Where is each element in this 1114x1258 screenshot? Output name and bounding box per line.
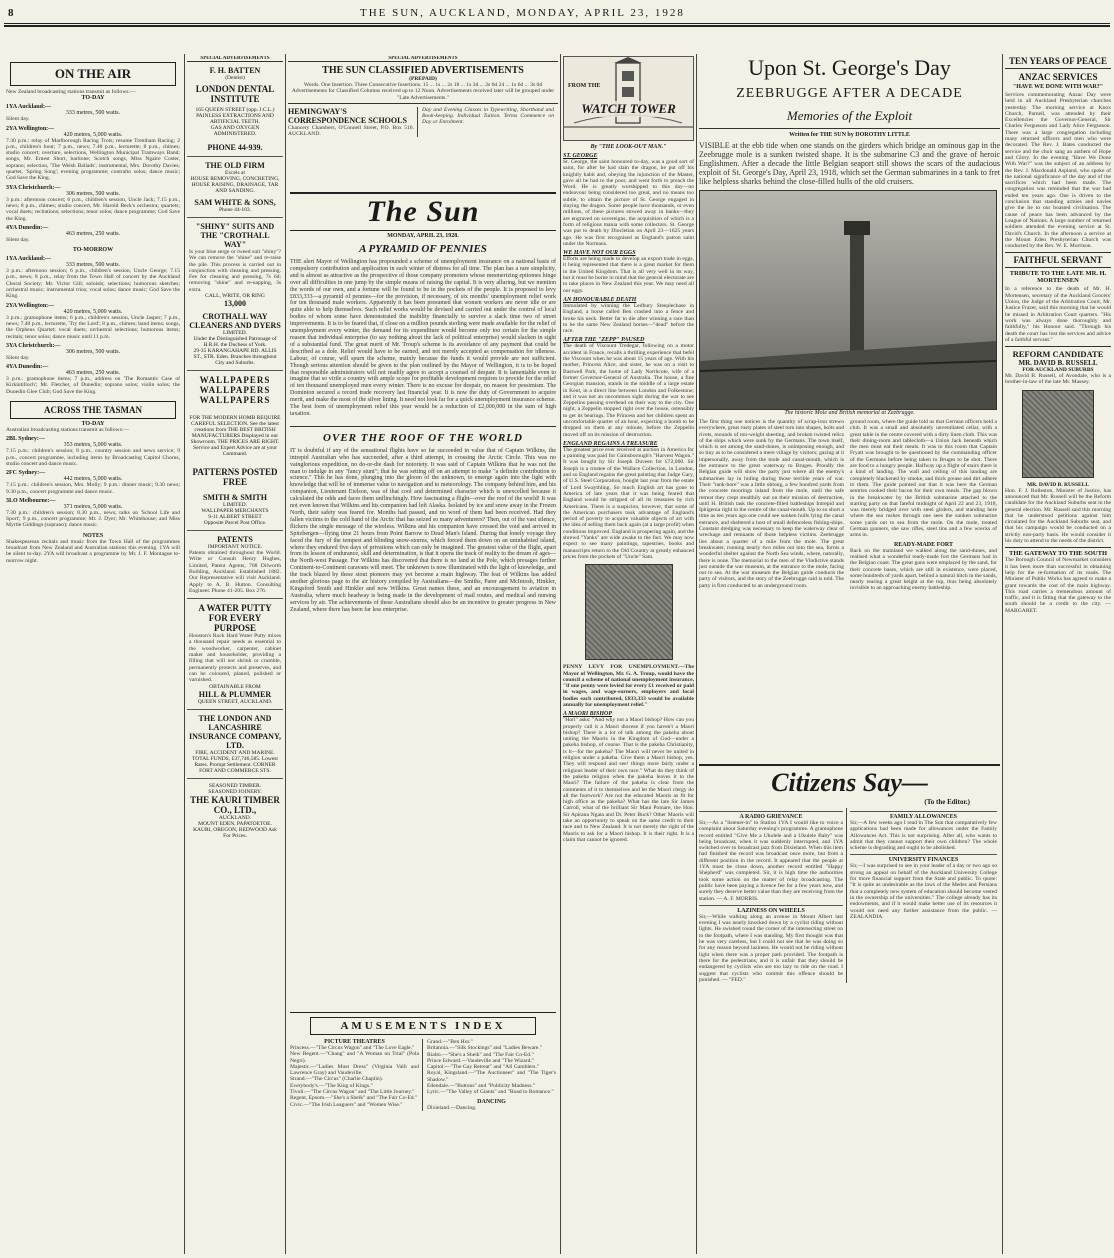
station-body: 7.30 p.m.: children's session; 8.30 p.m., news; talks on 'School Life and Sport'; 9 p.m., concert programme; Mr. J. Dyer; Mr. Whitehouse; and Miss Myrtle Giddings (soprano); dance music. xyxy=(6,509,180,529)
memorial-image-icon xyxy=(700,191,996,409)
putty-body: Houston's Rock Hard Water Putty mixes a thousand repair needs as essential to the woodworker, carpenter, cabinet maker and householder, providing a filling that will not shrink or crumble, permanently protects and preserves, and can be coloured, planed, polished or varnished. xyxy=(189,633,281,684)
radio-tomorrow: TO-MORROW xyxy=(72,247,114,254)
amusements-block xyxy=(290,1012,556,1256)
stgeorge-byline: Written for THE SUN by DOROTHY LITTLE xyxy=(789,132,910,138)
kauri-l2: SEASONED JOINERY. xyxy=(208,788,262,795)
radio-column xyxy=(6,60,180,1256)
oldfirm-phone: Phone 44-103. xyxy=(218,207,252,213)
station-freq: 333 metres, 500 watts. xyxy=(65,110,121,117)
citizens-heading: Citizens Say— xyxy=(771,768,928,797)
letter-body: Sir,—A few weeks ago I read in The Sun that comparatively few applications had been made for allowances under the Family Allowances Act. This is not surprising. After all, who wants to admit that they cannot support their own children? The whole scheme is degrading and ought to be abolished. xyxy=(850,820,997,852)
masthead xyxy=(0,6,1114,22)
troup-portrait xyxy=(585,564,673,660)
crothall-ad xyxy=(187,218,283,371)
editorial-block xyxy=(290,192,556,1012)
station-name: 1YA Auckland:— xyxy=(6,104,51,111)
page-number: 8 xyxy=(8,7,17,19)
crothall-patron: Under the Distinguished Patronage of H.R.H. the Duchess of York. xyxy=(193,336,277,349)
amusement-item: Strand.—"The Circus" (Charlie Chaplin). xyxy=(290,1076,383,1083)
insurance-ad xyxy=(187,710,283,779)
station-body: 3 p.m.: afternoon session; 6 p.m., children's session, Uncle George; 7.15 p.m., news; 8 p.m., relay from the Town Hall of concert by the Auckland Choral Society; Mr. Victor Gill; soloists; selections; humorous sketches; orchestral music; instrumental trios; vocal solos; dance music; God Save the King. xyxy=(6,268,180,300)
sun-nameplate: The Sun xyxy=(366,195,480,228)
tower-item-body: The death of Viscount Tredegar, following on a motor accident in France, recalls a thrilling experience that befel the Viscount when he was about 15 years of age. With his mother, Princess Alice, and sister, he was on a visit to Bastwell Park, the home of Lady Northcote, wife of a former Governor-General of Australia. The house, a fine Georgian mansion, stands in the middle of a large estate in Kent, in a direct line between London and Folkestone; and it was not an uncommon sight during the war to see Zeppelins passing overhead on their way to the city. One night, a Zeppelin stopped right over the house, ostensibly to get its bearings. The Princess and her children spent an uncomfortable quarter of an hour, expecting a bomb to be dropped on them at any minute, before the Zeppelin moved off on its mission of destruction. xyxy=(563,343,694,438)
amusements-heading: AMUSEMENTS INDEX xyxy=(310,1017,536,1035)
station-name: 2FC Sydney:— xyxy=(6,470,46,477)
gateway-heading: THE GATEWAY TO THE SOUTH xyxy=(1005,547,1111,557)
smith-trade: WALLPAPER MERCHANTS xyxy=(201,508,269,515)
shiny-body: Is your blue serge or tweed suit "shiny"? We can remove the "shine" and re-raise the pile. This process is carried out in conjunction with cleaning and pressing. Fee for cleaning and pressing, 7s 6d; removing "shine" and re-napping, 3s extra. xyxy=(189,249,281,293)
editorial-heading-1: A PYRAMID OF PENNIES xyxy=(359,243,487,255)
letter-body: Sir,—I was surprised to see in your leader of a day or two ago so strong an appeal on behalf of the Auckland University College for more financial support from the State and public. To quote: "It is quite as undesirable as the laws of the Medes and Persians that a completely new system of education should become vested in the ownership of the universities." The college already has its endowments, and if it would make better use of its resources it would not need any further assistance from the public. — ZEALANDIA. xyxy=(850,863,997,920)
station-freq: 371 metres, 5,000 watts. xyxy=(63,503,123,510)
peace-heading: TEN YEARS OF PEACE xyxy=(1005,56,1111,69)
hemingway-addr: Chancery Chambers, O'Connell Street, P.O. Box 516. AUCKLAND. xyxy=(288,124,414,138)
letter-body: Sir,—As a "listener-in" to Station 1YA I would like to voice a complaint about Saturday evening's programme. A gramophone record entitled "Give Me a Ukulele and a Ukulele Baby" was being broadcast, when it was suddenly interrupted, and 1YA switched over to broadcast jazz from Dixieland. When this item had finished the record was broadcast once more, but from a different position in the record. It appeared that the people at 1YA must be close down, another record entitled "Happy Shepherd" was completed. Sir, it is high time the authorities took some action on the matter of relay broadcasting. The public have been paying a licence fee for a few years now, and surely they deserve better value than they are receiving from the station. — A. F. MORRIS. xyxy=(699,820,843,902)
station-body: 3 p.m.: afternoon concert; 6 p.m., children's session, Uncle Jack; 7.15 p.m., news; 8 p.m., chimes; studio concert, Mr. Harold Beck's orchestra; quartets; vocal duets; recitations; selections; tenor solos; dance programme; God Save the King. xyxy=(6,196,180,222)
stgeorge-subheading: ZEEBRUGGE AFTER A DECADE xyxy=(736,86,963,101)
tower-title: WATCH TOWER xyxy=(564,101,693,117)
amusement-item: Edendale.—"Buttons" and "Publicity Madness." xyxy=(427,1083,536,1090)
notes-body: Shakespearean recitals and music from the Town Hall of the programmes broadcast from New Zealand and Australian stations this evening. 1YA will be silent to-day. 2YA will broadcast a programme by Mr. J. F. Montague to-morrow night. xyxy=(6,538,180,564)
citizens-block xyxy=(699,764,1000,1256)
editorial-body-1: THE alert Mayor of Wellington has propounded a scheme of unemployment insurance on a national basis of compulsory contribution and application in each winter of distress for all time. The plan has a rare simplicity, and is almost as attractive as the prospective of those company promoters whose mesmerizing epitomes hinge over all difficulties in one jump by the simple means of raising the capital. It is very alluring, but we mention the words of our own, and a fortune will be found to be in the pockets of the people. It is proposed to levy £833,333—a pyramid of pennies—for the provision, if necessary, of six months' unemployment relief work for ten thousand male workers. Apparently it has been presumed that women workers are never idle or are quite able to help themselves. Such relief works would be devised and carried out under the control of local bodies of whom some have demonstrated the inability financially to survive a slack time two of street improvements. It is to be feared that, if close on a million pounds sterling were made available for the relief of unemployment every winter, the demand for its expenditure would become only too certain for the simple reason that individual enterprise (to say nothing about the lack of political enterprise) would slacken in sight of a substantial fund. The great merit of Mr. Troup's scheme is its avoidance of any payment that could be described as a dole. Relief would have to be earned, and not merely accepted as compensation for idleness. Labour, of course, will spurn the scheme, mainly because the funds it would provide are not sufficient. Though serious attention should be given to the plan outlined by the Mayor of Wellington, it is to be hoped that responsible administrators will not readily agree to accept a counsel of despair. It is lamentable even to imagine that so virile a country with ample scope for profitable development requires to provide for the relief of ten thousand unemployed men every winter. There is no excuse for despair, no reason for pessimism. The Dominion secured a record trade recovery last financial year. It is now the duty of Government to acquire merit, and make the most of the silver lining. It need not look far for a quick unemployment insurance scheme. The best form of unemployment relief this year would be a reduction of £2,000,000 in the sum of high taxation. xyxy=(290,259,556,417)
station-name: 3YA Christchurch:— xyxy=(6,184,61,191)
batten-phone: PHONE 44-939. xyxy=(207,143,263,152)
amusement-item: Royal, Kingsland.—"The Auctioneer" and "The Tiger's Shadow." xyxy=(427,1070,556,1083)
tower-item-heading: ST. GEORGE xyxy=(563,153,598,159)
wallpapers-1: WALLPAPERS xyxy=(199,375,271,386)
bishop-heading: A MAORI BISHOP xyxy=(563,711,613,718)
putty-ad xyxy=(187,599,283,709)
wallpapers-3: WALLPAPERS xyxy=(199,395,271,406)
shiny-title: "SHINY" SUITS AND THE "CROTHALL WAY" xyxy=(195,222,275,249)
putty-addr: QUEEN STREET, AUCKLAND. xyxy=(197,698,273,705)
smith-firm: SMITH & SMITH xyxy=(202,493,267,503)
stgeorge-col1: The first thing one notices is the quantity of scrap-iron strewn everywhere, great rusty plates of steel torn into shapes, bolts and rivets, mounds of ton-weight sheeting, and broken twisted relics of the ships which were sunk by the Germans. The town itself, which is set among the sand-dunes, is unimposing enough, and so tiny as to be considered a mere village by visitors; gazing at it impersonally, away from the mole and canal-mouth, which is the entrance to the great waterway to Bruges. Proudly the Belgian guide will show the party just where all the enemy's submarines lay in hiding during those terrible years of war. Their "tank-bore" was a little oblong, a few hundred yards from the concrete moorings inland from the mole, until the safe retreat they crept stealthily out on their mission of destruction, until H. British task the concrete-filled battleships Intrepid and Iphigenia right in the centre of the canal-mouth. Up to so short a time as ten years ago one could see sunken hulls lying the canal entrance, and sheltered a host of small defenceless fishing-ships. Constant dredging was necessary to keep the waterway clear of wreckage and remnants of those helpless victims. Zeebrugge lies about a quarter of a mile from the mole. The great breakwater, running nearly two miles out into the sea, forms a wonderful shelter against the North Sea winds, where, naturally, there is none. The memorial to the men of the Vindictive stands just outside the war museum, at the entrance to the mole, facing out to sea. At the war museum the Belgian guide conducts the party of visitors, and the story of the Zeebrugge raid is told. The party is first conducted to an underground room. xyxy=(699,419,844,589)
candidate-intro: Mr. David B. Russell, of Avondale, who is a brother-in-law of the late Mr. Massey. xyxy=(1005,373,1111,386)
ads-section-label: SPECIAL ADVERTISEMENTS xyxy=(187,56,283,62)
kauri-l1: SEASONED TIMBER. xyxy=(208,782,262,789)
station-name: 2YA Wellington:— xyxy=(6,125,55,132)
gateway-body: The Borough Council of Newmarket considers it has been more than successful in obtaining help for the re-formation of its roads. The Minister of Public Works has agreed to make a grant towards the cost of the main highway. This road carries a tremendous amount of traffic, and it is fitting that the gateway to the south should be a credit to the city. — MARGARET. xyxy=(1005,557,1111,614)
candidate-name: MR. DAVID B. RUSSELL xyxy=(1018,359,1098,368)
picture-theatres-heading: PICTURE THEATRES xyxy=(324,1039,385,1045)
amusement-item: Grand.—"Ben Hur." xyxy=(427,1039,473,1045)
oldfirm-firm: SAM WHITE & SONS, xyxy=(194,198,276,207)
patterns-posted: PATTERNS POSTED FREE xyxy=(192,467,278,488)
station-name: 3YA Christchurch:— xyxy=(6,342,61,349)
editorial-body-2: IT is doubtful if any of the sensational flights have so far succeeded in value that of Captain Wilkins, the intrepid Australian who has succeeded, after a third attempt, in crossing the Arctic Circle. This was no vainglorious expedition, no do-or-die dash for notoriety. It was said of Captain Wilkins that he was not the man to indulge in any "fancy stunt"; that he was setting off on an attempt to make "a definite contribution to science." This he has done, plunging into the gloom of the unknown, to emerge again into the light with knowledge that will be of immense value to navigation and to meteorology. The company behind him, and his companion, Lieutenant Eielson, was of that cool and determined character which is unexcelled because it calculated the odds and faces them unflinchingly. How fascinating a flight—over the roof of the world! It was not even known that Wilkins and his companion had left Alaska. Isolated by ice and snow away in the Frozen North, their safety was feared for. Months had passed, and no word of them had been received. Had they fallen victims to the cold hand of the Arctic that has seized so many adventurers? Then, out of the vast silence, flickers the single message of the wireless. Wilkins and his companion have crossed the void and arrived in Spitzbergen—flying time 21 hours from Point Barrow to Dead Man's Island. During that lonely voyage they faced the fury of the tempest and blinding snow-storms, which forced them down on an uninhabited island, where they endured five days of privations which can only be imagined. The greatest value of the flight, apart from its lesson of endurance, skill and determination, is that it opens the track of reality to the dream of ages—the North-west Passage. For Wilkins has discovered that there is no land at the Pole, which presages further Continent-to-Continent caravans will meet. The unknown is now illuminated with the light of knowledge, and the track blazed by these stout pioneers may yet become a main highway. The feat of Wilkins has added another glorious page to the air history compiled by Australians—the Smiths, Parer and McIntosh, Hinkler, Kingsford Smith and Hinkler and now Wilkins. Great names these, and an encouragement to aviation in Australia, where much headway is being made in the development of mail routes, and medical and nursing services by air. The achievements of these Australians should also be an incentive to greater progress in New Zealand, where there has been far less enterprise. xyxy=(290,447,556,613)
batten-institute: LONDON DENTAL INSTITUTE xyxy=(195,84,275,104)
zeebrugge-photo xyxy=(699,190,997,410)
kauri-ph: KAURI, OREGON, REDWOOD Ask For Prices. xyxy=(193,826,277,839)
hemingway-info: Day and Evening Classes in Typewriting, Shorthand and Book-keeping. Individual Tuition. Terms Commence on Day or Enrolment. xyxy=(422,106,554,126)
oldfirm-ad xyxy=(187,157,283,218)
citizens-sub: (To the Editor.) xyxy=(924,798,970,806)
kauri-city: AUCKLAND. xyxy=(218,814,252,821)
station-freq: 420 metres, 5,000 watts. xyxy=(63,131,123,138)
letter-heading: LAZINESS ON WHEELS xyxy=(699,905,843,914)
russell-portrait xyxy=(1022,390,1094,478)
tasman-heading: ACROSS THE TASMAN xyxy=(10,401,176,419)
radio-intro: New Zealand broadcasting stations transmit as follows:— xyxy=(6,89,136,95)
station-freq: 353 metres, 5,000 watts. xyxy=(63,442,123,449)
putty-firm: HILL & PLUMMER xyxy=(198,689,272,699)
wallpaper-body: FOR THE MODERN HOMB REQUIRE CAREFUL SELECTION. See the latest creations from THE BEST BRITISH MANUFACTURERS Displayed in our Showroom. THE PRICES ARE RIGHT. Service and Expert Advice are at your Command. xyxy=(189,415,281,458)
tower-item-body: Efforts are being made to develop an export trade in eggs, it being represented that there is a great market for them in the United Kingdom. That is all very well in its way, but it must be borne in mind that the general electorate are to take places in New Zealand this year. We may need all our eggs. xyxy=(563,256,694,294)
radio-today: TO-DAY xyxy=(81,95,105,102)
amusement-item: Everybody's.—"The King of Kings." xyxy=(290,1082,373,1089)
amusement-item: Rialto.—"She's a Sheik" and "The Fair Co-Ed." xyxy=(427,1051,534,1058)
bishop-body: "Hori" asks: "And why not a Maori bishop? How can you properly call it a Maori diocese if you haven't a Maori bishop? There is a lot of talk among the pakeha about uniting the Maoris in the Kingdom of God—under a pakeha bishop, of course. That is the pakeha Christianity, is it—for the pakeha? The Maori will never be united in religion under a pakeha. Give them a Maori bishop, yes. They will respond and see! things more fairly under a religious leader of their own race." What do they think of the pakeha religion when the pakeha leaves it to the Maori? The failure of the pakeha is clear from the comments of it to themselves and let the Maori clergy do all the footwork? Are not the educated Maoris as fit for high office as the pakeha? What has the late Sir James Carroll, what of the brilliant Sir Maui Pomare, the Hon. Sir Apirana Ngata and Dr. Peter Buck? Other Maoris will take an opportunity to speak on the same credit to their race and to New Zealand. It is not merely the right of the Maoris to ask for a Maori bishop. It is their right. It is a claim that cannot be ignored. xyxy=(563,717,694,843)
tower-item-body: St. George, the saint honoured to-day, was a good sort of saint, for after he had slain the dragon, he put off his knightly habit and, obeying the injunction of the Master, gave all he had to the poor, and went forth to preach the Word. He is greatly worshipped to this day—no endeavour being considered too great, and no means too subtle, to obtain the picture of St. George engaged in slaying the dragon. Some people have thousands, or even millions, of these pictures stowed away in banks—they are engraved on sovereigns, the acquisition of which is a form of religious mania with some collectors. St. George was put to death by Diocletian on April 23—1625 years ago. He was first recognised as England's patron saint under the Normans. xyxy=(563,159,694,247)
tribute-body: In a reference to the death of Mr. H. Mortensen, secretary of the Auckland Grocers' Union, the Judge of the Arbitration Court, Mr. Justice Frazer, said this morning that he would be missed in Arbitration Court quarters. "His work was always done thoroughly and faithfully," his Honour said. "Through his death the court has lost the services and advice of a faithful servant." xyxy=(1005,286,1111,343)
wallpaper-ad xyxy=(187,371,283,531)
amusement-item: Civic.—"The Irish Leaguers" and "Women Wise." xyxy=(290,1101,403,1108)
station-name: 3LO Melbourne:— xyxy=(6,497,56,504)
kauri-addr: MOUNT EDEN. PAPATOETOE. xyxy=(198,820,272,827)
classified-label: SPECIAL ADVERTISEMENTS xyxy=(288,56,558,62)
station-body: Silent day. xyxy=(6,236,30,243)
tower-byline: By "THE LOOK-OUT MAN." xyxy=(590,144,667,150)
smith-ltd: LIMITED. xyxy=(223,502,247,509)
amusement-item: Britannia.—"Silk Stockings" and "Ladies Beware." xyxy=(427,1045,543,1052)
ads-column xyxy=(187,56,283,1256)
tasman-intro: Australian broadcasting stations transmit as follows:— xyxy=(6,427,129,434)
station-freq: 306 metres, 500 watts. xyxy=(65,190,121,197)
station-name: 4YA Dunedin:— xyxy=(6,364,49,371)
shiny-phone: 13,000 xyxy=(224,299,246,309)
crothall-ltd: LIMITED. xyxy=(223,330,247,337)
insurance-body: FIRE, ACCIDENT AND MARINE. TOTAL FUNDS, £37,746,585. Lowest Rates. Prompt Settlement. CORNER FORT AND COMMERCE STS. xyxy=(192,749,278,774)
batten-sub: (Dentist) xyxy=(225,75,245,81)
watchtower-banner xyxy=(563,56,694,141)
russell-caption: MR. DAVID B. RUSSELL xyxy=(1026,481,1090,488)
oldfirm-work: HOUSE REMOVING, CONCRETING, HOUSE RAISING, DRAINAGE, TAR AND SANDING. xyxy=(190,176,280,194)
station-name: 2BL Sydney:— xyxy=(6,436,45,443)
tower-item-body: The greatest price ever received at auction in America for a painting was paid for Gainsborough's "Harvest Wagon." It was bought by Sir Joseph Duveen for £72,000. Sir Joseph is a trustee of the Wallace Collection, in London, and so England regains the great painting that Judge Gary, of U.S. Steel Corporation, bought last year from the estate of Lord Swaythling. So much English art has gone to America of late years that it was being feared that England would be stripped of all its treasures by rich Americans. There is a suspicion, however, that some of the American purchasers took advantage of England's period of poverty to acquire valuable objects of art with the idea of selling them back again (at a large profit) when conditions improved. England is prospering again, and the shrewd "Yanks" are wide awake to the fact. We may now expect to see many paintings, tapestries, books and manuscripts return to the Old Country at greatly enhanced prices from the pockets of "Uncle" Sam. xyxy=(563,446,694,560)
station-freq: 463 metres, 250 watts. xyxy=(65,230,121,237)
station-name: 4YA Dunedin:— xyxy=(6,224,49,231)
station-body: Silent day. xyxy=(6,354,30,361)
batten-ad xyxy=(187,62,283,157)
smith-opp: Opposite Parcel Post Office. xyxy=(203,520,267,527)
classified-block xyxy=(288,56,558,186)
patents-body: Patents obtained throughout the World. Write or Consult Henry Hughes, Limited, Patent Agents, 708 Dilworth Building, Auckland. Established 1882. Our Representative will visit Auckland. Apply to A. B. Hutton. Consulting Engineer. Phone 41-205. Box 276. xyxy=(189,550,281,594)
amusement-item: Lyric.—"The Valley of Giants" and "Road to Romance." xyxy=(427,1089,554,1096)
zeebrugge-caption: The historic Mole and British memorial at Zeebrugge. xyxy=(784,410,915,416)
editorial-date: MONDAY, APRIL 23, 1928. xyxy=(387,233,459,239)
readymade-heading: READY-MADE FORT xyxy=(893,541,954,548)
station-body: 3 p.m.: gramophone items; 6 p.m., children's session, Uncle Jasper; 7 p.m., news; 7.40 p.m., lecturette, 'Try the Lord'; 8 p.m., chimes; band items; songs, the Orpheus Quartet; vocal duets; orchestral selections; humorous items; recitals; tenor solos; dance music until 11 p.m. xyxy=(6,314,180,340)
stgeorge-block xyxy=(699,56,1000,762)
tasman-today: TO-DAY xyxy=(81,421,105,428)
station-body: 3 p.m.: gramophone items; 7 p.m., address on 'The Romantic Case of Kirkintilloch'; Mr. Fletcher, of Dunedin; soprano solos; violin solos; the Dunedin Glee Club; God Save the King. xyxy=(6,376,180,395)
patents-sub: IMPORTANT NOTICE. xyxy=(207,544,263,551)
stgeorge-col2: ground room, where the guide told us that German officers held a club. It was a small and absolutely unventilated cellar, with a great table in the centre covered with a dirty linen cloth. This was their dining-room and tablecloth—a Union Jack beneath which the men must eat their meals. It was to this room that Captain Fryatt was brought to be questioned by the commanding officer of the Germans before being taken to Bruges to be shot. There are food to a hungry people. Halfway up a flight of stairs there is a kind of landing. The wall and ceiling of this landing are completely blackened by smoke, and thick grease and dirt adhere to them. The guide pointed out that it was here the German sentries cooked their bacon for their own meals. The gap blown in the breakwater by the British submarine attached to the starting party on that fateful midnight of April 22 and 23, 1918, was merely bridged over with steel girders, and standing here where the sea rushes through one sees the sunken submarine some yards out to sea from the mole. On the mole, treated German gunners, she saw rifles, steel tins and a few wrecks of arms in. xyxy=(850,419,997,539)
shiny-call: CALL, WRITE, OR RING xyxy=(205,293,265,300)
tower-item-body: Immolated by winning the Ledbury Steeplechase in England, a horse called Ben crashed into a fence and broke his neck. Better far to die after winning a race than to be the same New Zealand horses—"dead" before the race. xyxy=(563,302,694,335)
batten-line: PAINLESS EXTRACTIONS AND ARTIFICIAL TEETH. xyxy=(196,113,274,125)
radio-heading: ON THE AIR xyxy=(10,62,176,86)
anzac-question: "HAVE WE DONE WITH WAR?" xyxy=(1012,84,1104,90)
stgeorge-lead: VISIBLE at the ebb tide when one stands on the girders which bridge an ominous gap in the Zeebrugge mole is a sunken twisted shape. It is the submarine C3 and the grave of heroic Englishmen. After a decade the little Belgian seaport still shows the scars of the audacious exploit of St. George's Day, April 23, 1918, which set the German submarines in a tank to fret like helpless sharks behind the close-filled hulls of the old cruisers. xyxy=(699,141,1000,186)
batten-name: F. H. BATTEN xyxy=(209,66,261,75)
letter-heading: A RADIO GRIEVANCE xyxy=(699,811,843,820)
readymade-body: Back on the mainland we walked along the sand-dunes, and realised what a wonderful ready-made fort the Germans had in the Belgian coast. The great guns were emplaced by the sand, for their concrete bases, which are still in existence, were placed, some hundreds of yards apart, behind a natural hitch in the sands, nearly rearing a great height at the top, thus being absolutely invisible to an approaching enemy battleship. xyxy=(850,547,997,592)
putty-title: A WATER PUTTY FOR EVERY PURPOSE xyxy=(198,603,272,634)
oldfirm-name: THE OLD FIRM xyxy=(205,161,265,170)
station-name: 1YA Auckland:— xyxy=(6,256,51,263)
classified-heading: THE SUN CLASSIFIED ADVERTISEMENTS xyxy=(322,65,524,76)
candidate-suburbs: FOR AUCKLAND SUBURBS xyxy=(1022,367,1094,374)
hemingway-title: HEMINGWAY'S CORRESPONDENCE SCHOOLS xyxy=(288,106,407,125)
dancing-item: Dixieland.—Dancing. xyxy=(427,1104,477,1111)
letter-body: Sir,—While walking along an avenue in Mount Albert last evening I was nearly knocked down by a cyclist riding without lights. He swished round the corner of the intersecting street on to the footpath, where I was standing. My first thought was that he was very careless, but I could not see that he was doing so for any reason beyond laziness. He would not be riding without light when there was a proper path provided. The footpath is there for the pedestrians, and it is unfair that they should be endangered by cyclists who are too lazy to ride on the road. I suggest that cyclists who commit this offence should be punished. — "FED." xyxy=(699,913,843,983)
anzac-body: Services commemorating Anzac Day were held in all Auckland Presbyterian churches yesterday. The morning service at Knox Church, Parnell, was attended by their Excellencies the Governor-General, Sir Charles Fergusson and Lady Alice Fergusson. There was a large congregation including many returned officers and men who were decorated. The Rev. J. Bates conducted the service and the choir sang an anthem of Hope and Glory. In the evening "Have We Done With War?" was the subject of an address by the Rev. J. Macdonald Aspland, who spoke of the national significance of the day and of the sacrifices which had been made. The congregation was reminded that the war had ended ten years ago. One is driven to the conclusion that standing armies and navies give the lie to our boasted civilisation. The cause of peace has been advanced by the League of Nations. A large number of returned soldiers attended the evening service at St. David's Church. In the afternoon a service at the Mount Eden Presbyterian Church was conducted by the Rev. W. E. Morrison. xyxy=(1005,92,1111,250)
smith-addr: 9-11 ALBERT STREET xyxy=(208,514,262,521)
station-body: 7.15 p.m.: children's session; 8 p.m., country session and news service; 9 p.m., concert programme, including items by Broadcasting Capitol Chorus, studio concert and dance music. xyxy=(6,448,180,467)
editorial-heading-2: OVER THE ROOF OF THE WORLD xyxy=(290,426,556,444)
oldfirm-sub: Excels at xyxy=(224,170,245,176)
station-body: 7.15 p.m.: children's session, Mrs. Molly; 9 p.m.: dinner music; 9.30 news; 9.30 p.m., concert programme and dance music. xyxy=(6,482,180,495)
tower-item-heading: AN HONOURABLE DEATH xyxy=(563,296,637,303)
station-body: Silent day. xyxy=(6,116,30,123)
kauri-firm: THE KAURI TIMBER CO., LTD., xyxy=(190,794,280,815)
classified-prepaid: (PREPAID) xyxy=(409,76,437,82)
patents-title: PATENTS xyxy=(217,535,253,545)
station-freq: 463 metres, 250 watts. xyxy=(65,370,121,377)
station-freq: 420 metres, 5,000 watts. xyxy=(63,308,123,315)
stgeorge-heading: Upon St. George's Day xyxy=(748,56,951,80)
letter-heading: UNIVERSITY FINANCES xyxy=(850,854,997,863)
candidate-body: Hon. F. J. Rolleston, Minister of Justice, has announced that Mr. Russell will be the Reform candidate for the Auckland Suburbs seat in the general election. Mr. Russell said this morning that he understood petitions against him circulated for the Auckland Suburbs seat, and that his campaign would be conducted on a strictly non-party basis. He would consider it his duty to attend to the needs of the district. xyxy=(1005,487,1111,545)
amusement-item: Regent, Epsom.—"She's a Sheik" and "The Fair Co-Ed." xyxy=(290,1095,418,1102)
stgeorge-subheading-2: Memories of the Exploit xyxy=(699,108,1000,129)
amusement-item: Prince Edward.—Vaudeville and "The Wizard." xyxy=(427,1057,535,1064)
crothall-firm: CROTHALL WAY CLEANERS AND DYERS xyxy=(189,312,281,331)
putty-stock: OBTAINABLE FROM xyxy=(209,683,261,690)
insurance-title: THE LONDON AND LANCASHIRE INSURANCE COMPANY, LTD. xyxy=(189,713,282,750)
reform-heading: REFORM CANDIDATE xyxy=(1005,346,1111,359)
letter-heading: FAMILY ALLOWANCES xyxy=(850,811,997,820)
batten-addr: 165 QUEEN STREET (opp. J.C.L.) xyxy=(195,107,275,113)
station-freq: 333 metres, 500 watts. xyxy=(65,262,121,269)
patents-ad xyxy=(187,531,283,599)
classified-rates: Words. One Insertion. Three Consecutive Insertions. 15 ... 1s ... 2s 18 ... 1s 3d ... 2s 6d 24 ... 1s 6d ... 3s 0d xyxy=(303,82,543,88)
crothall-addr: 29-35 KARANGAHAPE RD. ALLIS ST., STR. Eden. Branches throughout City and Suburbs. xyxy=(193,348,277,367)
watchtower-illustration-icon xyxy=(564,57,693,140)
station-name: 2YA Wellington:— xyxy=(6,302,55,309)
right-column xyxy=(1005,56,1111,1256)
wallpapers-2: WALLPAPERS xyxy=(199,385,271,396)
faithful-heading: FAITHFUL SERVANT xyxy=(1005,252,1111,268)
dancing-heading: DANCING xyxy=(477,1098,506,1105)
tower-item-heading: AFTER THE "ZEPP" PAUSED xyxy=(563,337,645,344)
troup-caption: PENNY LEVY FOR UNEMPLOYMENT.—The Mayor of Wellington, Mr. G. A. Troup, would have the council a scheme of national unemployment insurance, "if one penny were levied for every £1 received or paid in wages, and wage-earners, employers and local bodies each contributed, £833,333 would be available annually for unemployment relief." xyxy=(563,664,694,708)
station-freq: 306 metres, 500 watts. xyxy=(65,348,121,355)
amusement-item: Capitol.—"The Gay Retreat" and "All Gamblers." xyxy=(427,1064,540,1071)
watchtower-column xyxy=(563,56,694,1256)
batten-gas: GAS AND OXYGEN ADMINISTERED. xyxy=(210,125,260,137)
masthead-title: THE SUN, AUCKLAND, MONDAY, APRIL 23, 1928 xyxy=(360,7,685,19)
tower-item-heading: WE HAVE NOT OUR EGGS xyxy=(563,250,636,257)
amusement-item: Majestic.—"Ladies Must Dress" (Virginia Valli and Lawrence Gray) and Vaudeville. xyxy=(290,1063,419,1077)
notes-heading: NOTES xyxy=(82,532,104,539)
tribute-heading: TRIBUTE TO THE LATE MR. H. MORTENSEN xyxy=(1009,270,1107,285)
amusement-item: New Regent.—"Chang" and "A Woman on Trial" (Pola Negri). xyxy=(290,1051,419,1064)
amusement-item: Princess.—"The Circus Wagon" and "The Love Eagle." xyxy=(290,1045,415,1051)
classified-note: Advertisements for Classified Columns received up to 12 Noon. Advertisements received later will be grouped under "Late Advertisements." xyxy=(288,88,558,104)
anzac-heading: ANZAC SERVICES xyxy=(1018,72,1098,82)
tower-from: FROM THE xyxy=(568,83,601,89)
amusement-item: Tivoli.—"The Circus Wagon" and "The Little Journey." xyxy=(290,1089,415,1096)
station-freq: 442 metres, 5,000 watts. xyxy=(63,476,123,483)
tower-item-heading: ENGLAND REGAINS A TREASURE xyxy=(563,440,658,447)
station-body: 7.30 p.m.: relay of Marlborough Racing Trots; resume Trentham Racing; 2 p.m., children's hour; 7 p.m., news; 7.40 p.m., lecturette; 8 p.m., chimes; studio concert; overture, selections, Wellington Municipal Tramways Band; songs, Mr. Ernest Short, baritone; Scotch songs, Miss Ngaire Coster, soprano; selection, 'The Welsh Ballads'; instrumental, Mrs. Dorothy Davies; quartet, 'Spring Song'; evening programme; contralto solos; dance music; God Save the King. xyxy=(6,137,180,182)
kauri-ad xyxy=(187,779,283,843)
